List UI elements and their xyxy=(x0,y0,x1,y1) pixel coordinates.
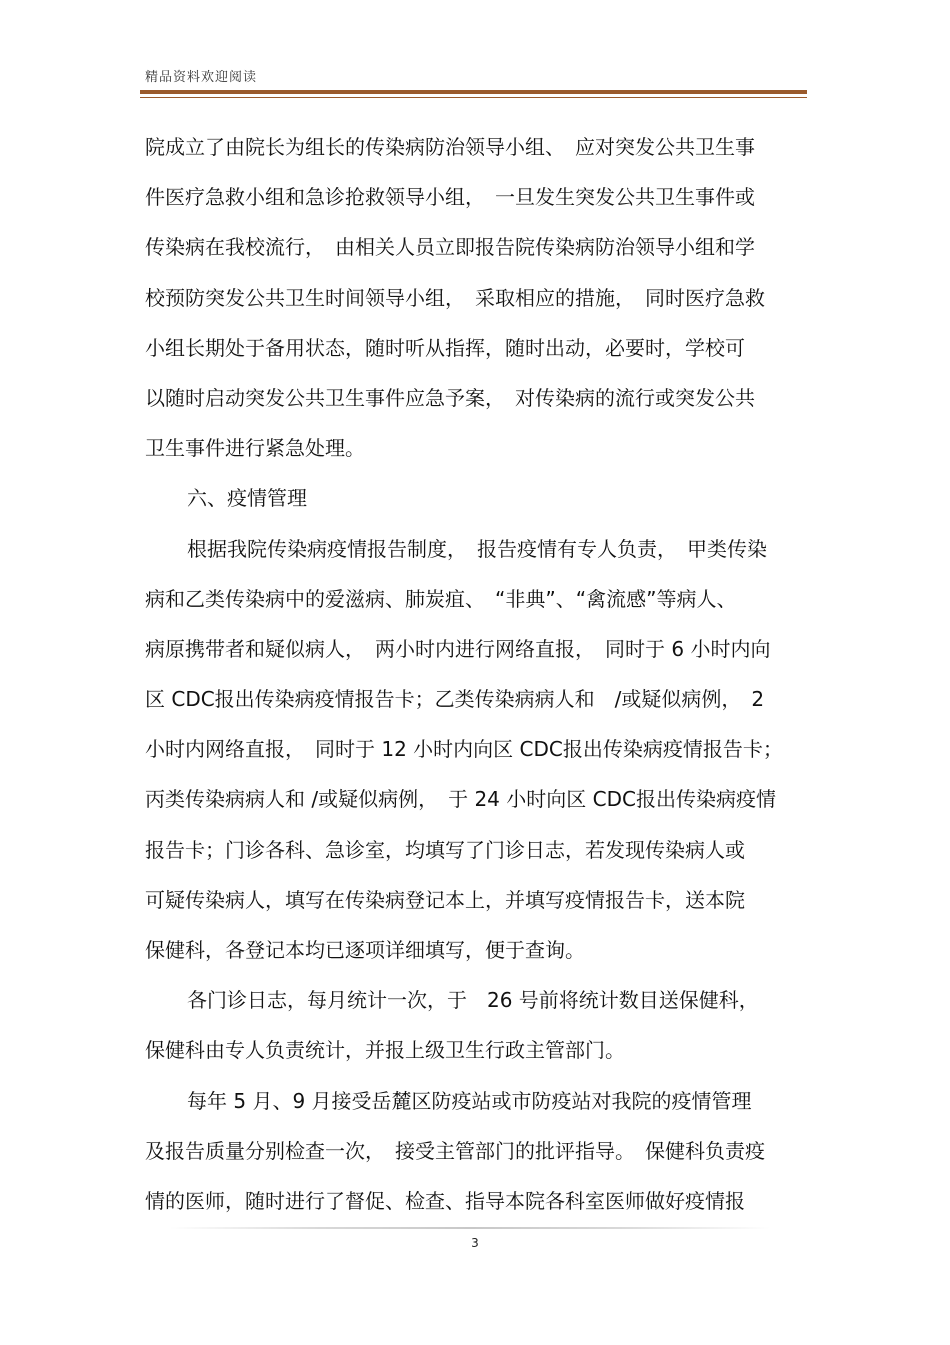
text-line: 以随时启动突发公共卫生事件应急予案， 对传染病的流行或突发公共 xyxy=(145,385,755,410)
text-line: 区 CDC报出传染病疫情报告卡；乙类传染病病人和 /或疑似病例， 2 xyxy=(145,687,765,712)
section-heading: 六、疫情管理 xyxy=(187,486,307,511)
text-line: 保健科，各登记本均已逐项详细填写，便于查询。 xyxy=(145,938,585,962)
text-line: 根据我院传染病疫情报告制度， 报告疫情有专人负责， 甲类传染 xyxy=(187,536,767,561)
text-line: 报告卡；门诊各科、急诊室，均填写了门诊日志，若发现传染病人或 xyxy=(145,837,745,862)
text-line: 小组长期处于备用状态，随时听从指挥，随时出动，必要时，学校可 xyxy=(145,335,745,360)
text-line: 每年 5 月、9 月接受岳麓区防疫站或市防疫站对我院的疫情管理 xyxy=(187,1088,752,1113)
page-number: 3 xyxy=(471,1236,479,1250)
text-line: 院成立了由院长为组长的传染病防治领导小组、 应对突发公共卫生事 xyxy=(145,135,755,159)
footer-divider xyxy=(170,1227,770,1229)
document-body xyxy=(145,122,810,1226)
text-line: 各门诊日志，每月统计一次，于 26 号前将统计数目送保健科， xyxy=(187,988,759,1013)
text-line: 丙类传染病病人和 /或疑似病例， 于 24 小时向区 CDC报出传染病疫情 xyxy=(145,787,776,812)
header-divider xyxy=(140,90,807,94)
text-line: 情的医师，随时进行了督促、检查、指导本院各科室医师做好疫情报 xyxy=(145,1188,745,1213)
text-line: 件医疗急救小组和急诊抢救领导小组， 一旦发生突发公共卫生事件或 xyxy=(145,185,755,210)
text-line: 可疑传染病人，填写在传染病登记本上，并填写疫情报告卡，送本院 xyxy=(145,887,745,912)
text-line: 保健科由专人负责统计，并报上级卫生行政主管部门。 xyxy=(145,1038,625,1063)
text-line: 病原携带者和疑似病人， 两小时内进行网络直报， 同时于 6 小时内向 xyxy=(145,636,771,661)
text-line: 小时内网络直报， 同时于 12 小时内向区 CDC报出传染病疫情报告卡； xyxy=(145,737,783,762)
text-line: 病和乙类传染病中的爱滋病、肺炭疽、 “非典”、“禽流感”等病人、 xyxy=(145,586,737,611)
header-divider-thin xyxy=(140,97,807,98)
header-title: 精品资料欢迎阅读 xyxy=(145,70,258,85)
text-line: 卫生事件进行紧急处理。 xyxy=(145,436,365,461)
text-line: 传染病在我校流行， 由相关人员立即报告院传染病防治领导小组和学 xyxy=(145,235,755,260)
text-line: 及报告质量分别检查一次， 接受主管部门的批评指导。 保健科负责疫 xyxy=(145,1138,765,1163)
text-line: 校预防突发公共卫生时间领导小组， 采取相应的措施， 同时医疗急救 xyxy=(145,285,765,310)
